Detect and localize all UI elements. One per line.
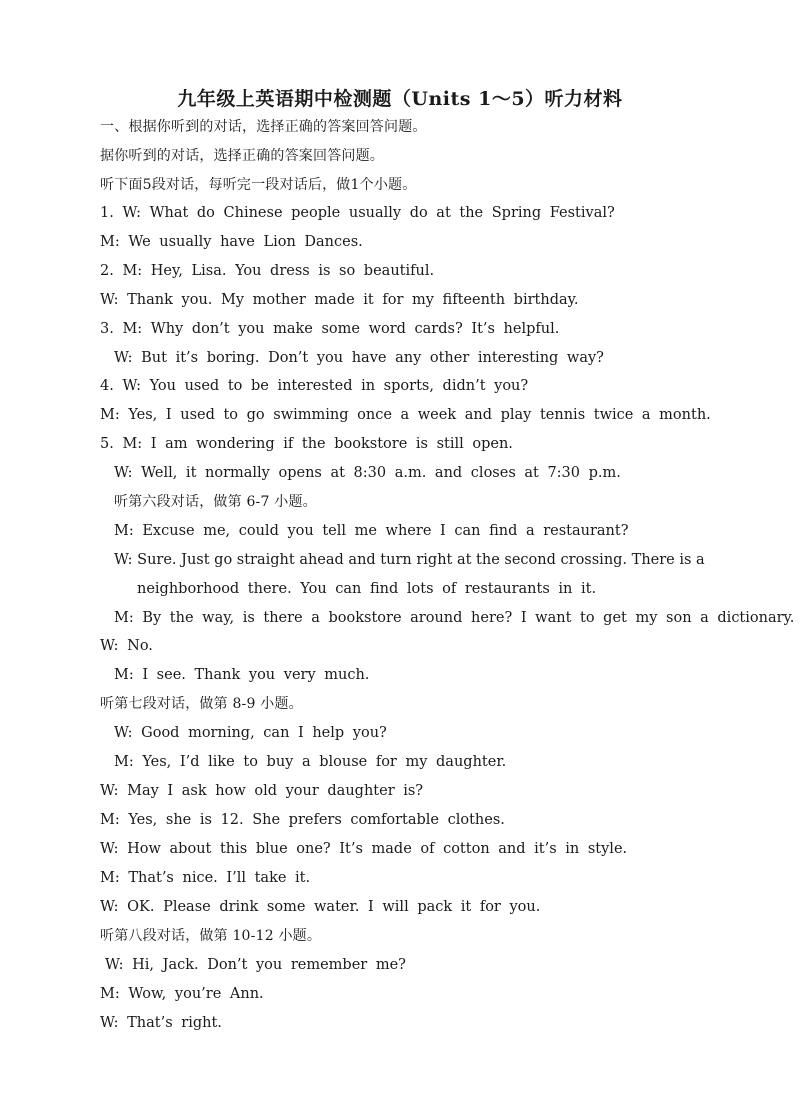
dialogue-line: 1. W: What do Chinese people usually do at the Spring Festival? — [100, 205, 615, 221]
dialogue-line: W: Good morning, can I help you? — [114, 725, 387, 741]
dialogue-line: M: Yes, she is 12. She prefers comfortable clothes. — [100, 812, 505, 828]
dialogue-line: W: That’s right. — [100, 1015, 222, 1031]
dialogue-line: M: We usually have Lion Dances. — [100, 234, 363, 250]
dialogue-line: W: How about this blue one? It’s made of cotton and it’s in style. — [100, 841, 628, 857]
dialogue-line: 2. M: Hey, Lisa. You dress is so beautiful. — [100, 263, 435, 279]
dialogue-line: W: OK. Please drink some water. I will pack it for you. — [100, 899, 541, 915]
section-instruction: 听第八段对话，做第 10-12 小题。 — [100, 928, 322, 944]
dialogue-line: M: Wow, you’re Ann. — [100, 986, 264, 1002]
dialogue-line: W: Sure. Just go straight ahead and turn right at the second crossing. There is a — [114, 552, 705, 568]
dialogue-line: M: I see. Thank you very much. — [114, 667, 370, 683]
dialogue-line: 5. M: I am wondering if the bookstore is still open. — [100, 436, 513, 452]
dialogue-line: W: But it’s boring. Don’t you have any other interesting way? — [114, 350, 604, 366]
section-heading: 一、根据你听到的对话，选择正确的答案回答问题。 — [100, 119, 427, 135]
dialogue-line: M: Excuse me, could you tell me where I can find a restaurant? — [114, 523, 629, 539]
section-instruction: 听第六段对话，做第 6-7 小题。 — [114, 494, 317, 510]
dialogue-line: W: Well, it normally opens at 8:30 a.m. and closes at 7:30 p.m. — [114, 465, 621, 481]
page-title: 九年级上英语期中检测题（Units 1～5）听力材料 — [177, 88, 623, 110]
dialogue-line: W: Thank you. My mother made it for my fifteenth birthday. — [100, 292, 579, 308]
dialogue-line: M: Yes, I used to go swimming once a week and play tennis twice a month. — [100, 407, 711, 423]
dialogue-line: M: By the way, is there a bookstore around here? I want to get my son a dictionary. — [114, 610, 795, 626]
instruction-line: 据你听到的对话，选择正确的答案回答问题。 — [100, 148, 384, 164]
dialogue-line: 4. W: You used to be interested in sports, didn’t you? — [100, 378, 529, 394]
dialogue-line: W: No. — [100, 638, 153, 654]
dialogue-line: neighborhood there. You can find lots of restaurants in it. — [137, 581, 597, 597]
dialogue-line: 3. M: Why don’t you make some word cards? It’s helpful. — [100, 321, 560, 337]
section-instruction: 听第七段对话，做第 8-9 小题。 — [100, 696, 303, 712]
instruction-line: 听下面5段对话，每听完一段对话后，做1个小题。 — [100, 177, 417, 193]
dialogue-line: M: That’s nice. I’ll take it. — [100, 870, 311, 886]
dialogue-line: W: May I ask how old your daughter is? — [100, 783, 424, 799]
dialogue-line: W: Hi, Jack. Don’t you remember me? — [105, 957, 406, 973]
dialogue-line: M: Yes, I’d like to buy a blouse for my daughter. — [114, 754, 507, 770]
